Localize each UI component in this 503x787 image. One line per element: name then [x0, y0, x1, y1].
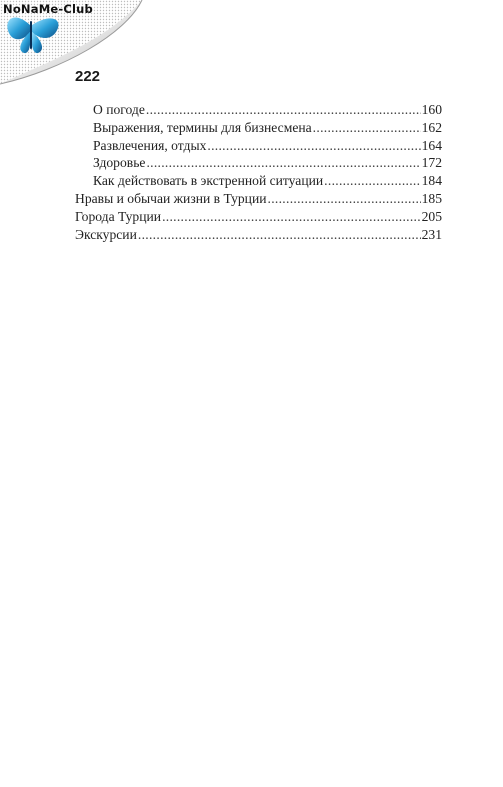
toc-entry-title: Нравы и обычаи жизни в Турции: [75, 190, 267, 206]
toc-entry-page: 160: [421, 102, 442, 117]
toc-entry-title: О погоде: [93, 102, 145, 117]
toc-entry-page: 231: [421, 226, 442, 242]
toc-entry: [75, 190, 442, 208]
toc-entry-page: 164: [421, 137, 442, 153]
toc-entry-title: Развлечения, отдых: [93, 137, 207, 153]
toc-entry: [75, 226, 442, 244]
toc-dot-leader: [146, 154, 420, 172]
toc-dot-leader: [146, 101, 421, 119]
toc-entry-title: Города Турции: [75, 208, 162, 224]
table-of-contents: [75, 101, 442, 243]
toc-dot-leader: [162, 208, 421, 226]
toc-dot-leader: [207, 137, 420, 155]
toc-entry: [75, 154, 442, 172]
brand-text: NoNaMe-Club: [3, 2, 93, 16]
toc-entry: [75, 119, 442, 137]
toc-entry-title: Здоровье: [93, 155, 146, 171]
toc-entry: [75, 137, 442, 155]
toc-entry-page: 172: [421, 155, 442, 171]
toc-entry-page: 205: [421, 208, 442, 224]
toc-entry: [75, 208, 442, 226]
toc-dot-leader: [268, 190, 421, 208]
toc-entry-page: 162: [421, 119, 442, 135]
page-number: 222: [75, 68, 101, 85]
toc-entry-title: Экскурсии: [75, 226, 137, 242]
toc-dot-leader: [324, 172, 420, 190]
toc-entry-page: 185: [421, 190, 442, 206]
toc-dot-leader: [138, 226, 421, 244]
toc-dot-leader: [313, 119, 421, 137]
toc-entry: [75, 172, 442, 190]
toc-entry-page: 184: [421, 173, 442, 189]
toc-entry-title: Выражения, термины для бизнесмена: [93, 119, 312, 135]
toc-entry: [75, 101, 442, 119]
toc-entry-title: Как действовать в экстренной ситуации: [93, 173, 324, 189]
